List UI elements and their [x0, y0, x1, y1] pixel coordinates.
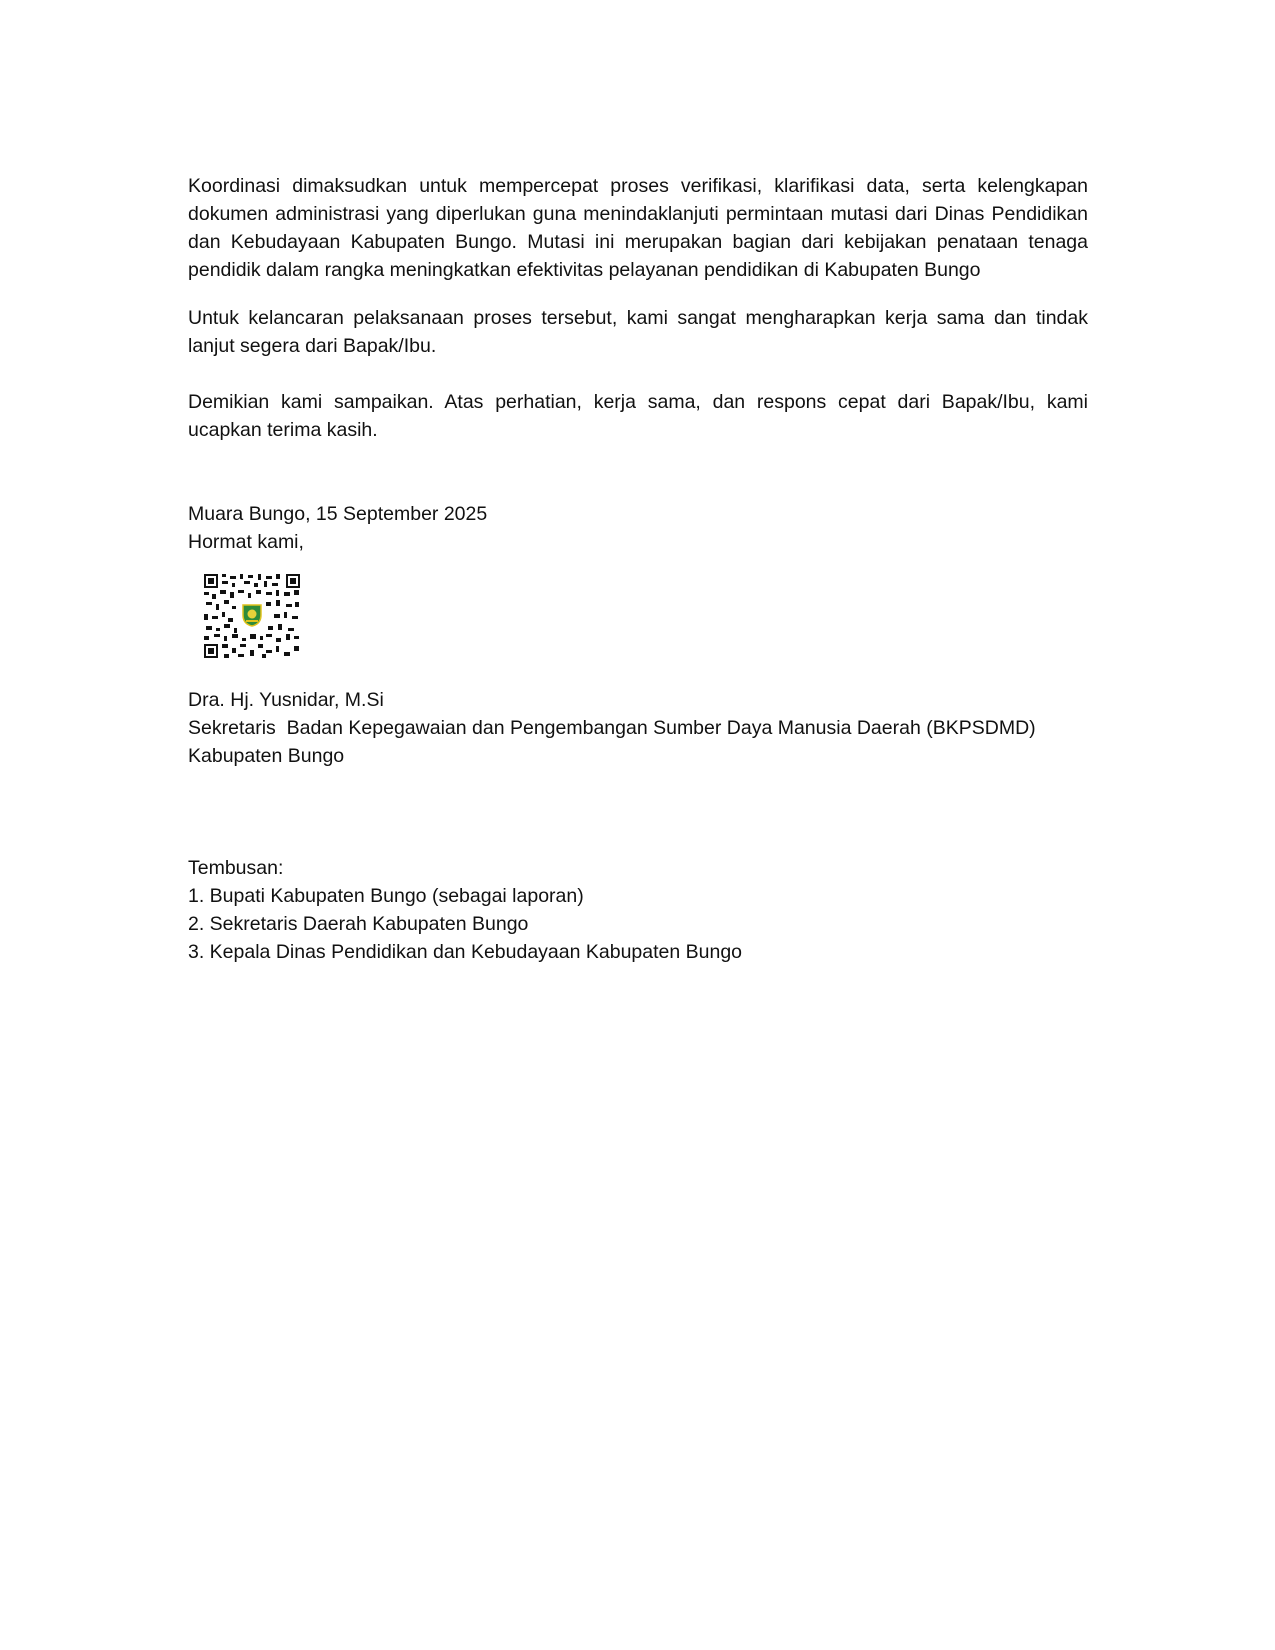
paragraph-coordination: Koordinasi dimaksudkan untuk mempercepat proses verifikasi, klarifikasi data, serta kelengkapan dokumen administrasi yang diperlukan guna menindaklanjuti permintaan mutasi dari Dinas Pendidikan dan Kebudayaan Kabupaten Bungo. Mutasi ini merupakan bagian dari kebijakan penataan tenaga pendidik dalam rangka meningkatkan efektivitas pelayanan pendidikan di Kabupaten Bungo: [188, 175, 1088, 281]
paragraph-cooperation: Untuk kelancaran pelaksanaan proses tersebut, kami sangat mengharapkan kerja sama dan tindak lanjut segera dari Bapak/Ibu.: [188, 307, 1088, 357]
signatory-block: [188, 686, 1088, 770]
qr-code-signature-icon: [202, 572, 302, 660]
cc-item: 3. Kepala Dinas Pendidikan dan Kebudayaan Kabupaten Bungo: [188, 941, 743, 963]
qr-code-icon: [202, 572, 302, 660]
paragraph-closing: Demikian kami sampaikan. Atas perhatian, kerja sama, dan respons cepat dari Bapak/Ibu, kami ucapkan terima kasih.: [188, 391, 1088, 441]
signatory-title: Sekretaris Badan Kepegawaian dan Pengembangan Sumber Daya Manusia Daerah (BKPSDMD): [188, 717, 1036, 739]
cc-item: 2. Sekretaris Daerah Kabupaten Bungo: [188, 913, 529, 935]
cc-item: 1. Bupati Kabupaten Bungo (sebagai laporan): [188, 885, 584, 907]
signatory-name: Dra. Hj. Yusnidar, M.Si: [188, 689, 384, 711]
cc-list: [188, 854, 1088, 966]
signatory-region: Kabupaten Bungo: [188, 745, 345, 767]
place-date: Muara Bungo, 15 September 2025: [188, 503, 488, 525]
cc-heading: Tembusan:: [188, 857, 284, 879]
letter-page: [188, 172, 1088, 966]
salutation: Hormat kami,: [188, 531, 304, 553]
